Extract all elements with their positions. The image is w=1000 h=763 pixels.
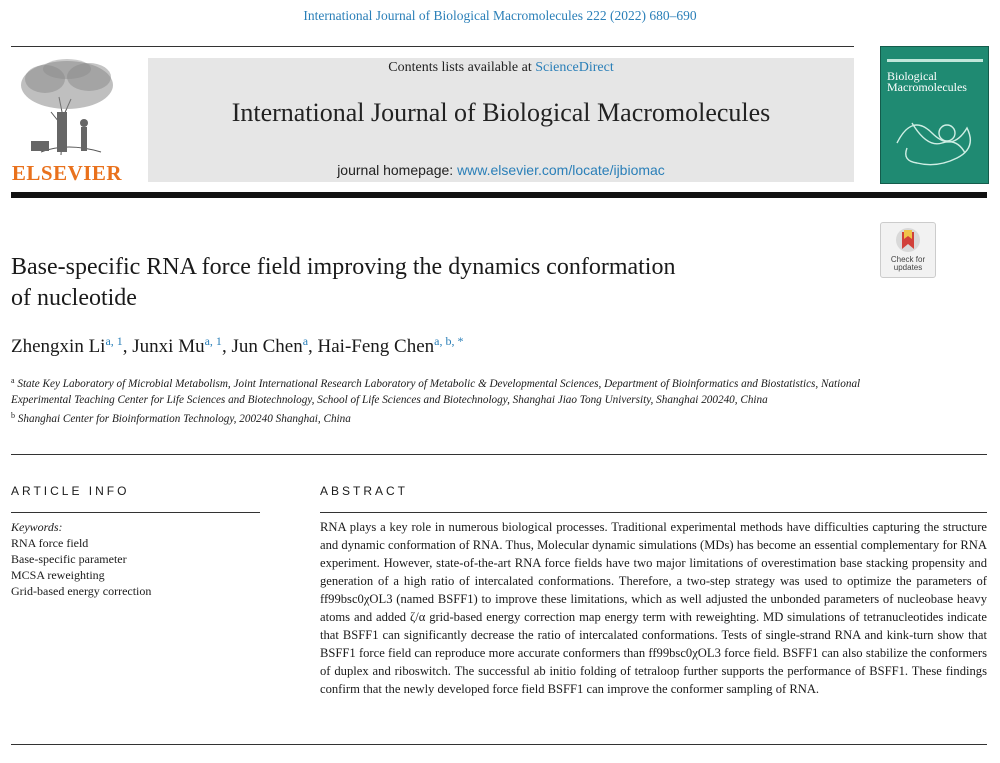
article-title-line2: of nucleotide [11, 285, 137, 311]
abstract-heading: ABSTRACT [320, 484, 409, 498]
abstract-text: RNA plays a key role in numerous biological processes. Traditional experimental methods have difficulties capturing the structure and dynamic conformation of RNA. Thus, Molecular dynamic simulations (MDs) has become an essential complementary for RNA experiment. However, state-of-the-art RNA force fields have two major limitations of overestimation base stacking propensity and generation of a high ratio of intercalated conformations. Therefore, a two-step strategy was used to optimize the parameters of ff99bsc0χOL3 (named BSFF1) to improve these limitations, which as well adjusted the unbonded parameters of nucleobase heavy atoms and added ζ/α grid-based energy correction map energy term with reweighting. MD simulations of tetranucleotides indicate that BSFF1 can significantly decrease the ratio of intercalated conformations. Tests of single-strand RNA and kink-turn show that BSFF1 force field can reproduce more accurate conformers than ff99bsc0χOL3 force field. BSFF1 can also stabilize the conformers of duplex and riboswitch. The successful ab initio folding of tetraloop further supports the performance of BSFF1. These findings confirm that the newly developed force field BSFF1 can improve the conformer sampling of RNA. [320, 520, 987, 696]
author-name[interactable]: Zhengxin Li [11, 336, 106, 357]
sciencedirect-link[interactable]: ScienceDirect [535, 60, 614, 75]
cover-title-line1: Biological [887, 69, 937, 83]
homepage-prefix: journal homepage: [337, 162, 458, 178]
cover-title-line2: Macromolecules [887, 80, 967, 94]
keywords-label: Keywords: [11, 520, 63, 534]
journal-title: International Journal of Biological Macromolecules [231, 98, 771, 127]
author-separator: , [221, 336, 232, 357]
keyword-item: Grid-based energy correction [11, 584, 152, 598]
cover-molecule-art [887, 103, 982, 175]
journal-citation[interactable]: International Journal of Biological Macromolecules 222 (2022) 680–690 [303, 8, 697, 23]
contents-prefix: Contents lists available at [388, 60, 536, 75]
cover-header-bar [887, 59, 983, 62]
author-separator: , [308, 336, 318, 357]
check-updates-line1: Check for [890, 255, 926, 264]
author-name[interactable]: Junxi Mu [132, 336, 205, 357]
affiliation-item [11, 373, 871, 408]
journal-masthead [148, 58, 854, 182]
bookmark-icon [895, 227, 921, 255]
homepage-link[interactable]: www.elsevier.com/locate/ijbiomac [457, 162, 665, 178]
affiliation-mark: a [11, 376, 15, 385]
affiliations [11, 373, 871, 427]
article-title [11, 252, 841, 314]
affiliation-text: Shanghai Center for Bioinformation Technology, 200240 Shanghai, China [17, 413, 351, 425]
article-info-heading: ARTICLE INFO [11, 484, 130, 498]
masthead-thick-rule [11, 192, 987, 198]
author-affil-marks[interactable]: a, 1 [105, 334, 123, 348]
keyword-item: Base-specific parameter [11, 552, 127, 566]
author-affil-marks[interactable]: a [302, 334, 309, 348]
cover-title [887, 71, 983, 93]
author-affil-marks[interactable]: a, b, * [434, 334, 464, 348]
article-title-line1: Base-specific RNA force field improving the dynamics conformation [11, 254, 676, 280]
abstract-rule [320, 512, 987, 513]
check-updates-label [881, 256, 935, 272]
footer-rule [11, 744, 987, 745]
affiliation-item [11, 408, 871, 427]
author-list [11, 334, 911, 358]
homepage-line [148, 162, 854, 178]
author-name[interactable]: Hai-Feng Chen [317, 336, 435, 357]
header-rule [11, 46, 854, 47]
author-separator: , [122, 336, 133, 357]
keyword-item: RNA force field [11, 536, 89, 550]
contents-line [148, 60, 854, 76]
author-name[interactable]: Jun Chen [231, 336, 303, 357]
section-rule [11, 454, 987, 455]
affiliation-mark: b [11, 411, 15, 420]
author-affil-marks[interactable]: a, 1 [204, 334, 222, 348]
article-info-rule [11, 512, 260, 513]
check-updates-line2: updates [893, 263, 923, 272]
keywords-block [11, 519, 271, 599]
check-for-updates-button[interactable] [880, 222, 936, 278]
keyword-item: MCSA reweighting [11, 568, 105, 582]
journal-cover-image[interactable] [880, 46, 989, 184]
elsevier-wordmark[interactable]: ELSEVIER [11, 161, 123, 185]
affiliation-text: State Key Laboratory of Microbial Metabolism, Joint International Research Laboratory of Metabolic & Developmental Sciences, Department of Bioinformatics and Biostatistics, National Experimental Teaching Center for Life Sciences and Biotechnology, School of Life Sciences and Biotechnology, Shanghai Jiao Tong University, Shanghai 200240, China [11, 378, 861, 406]
